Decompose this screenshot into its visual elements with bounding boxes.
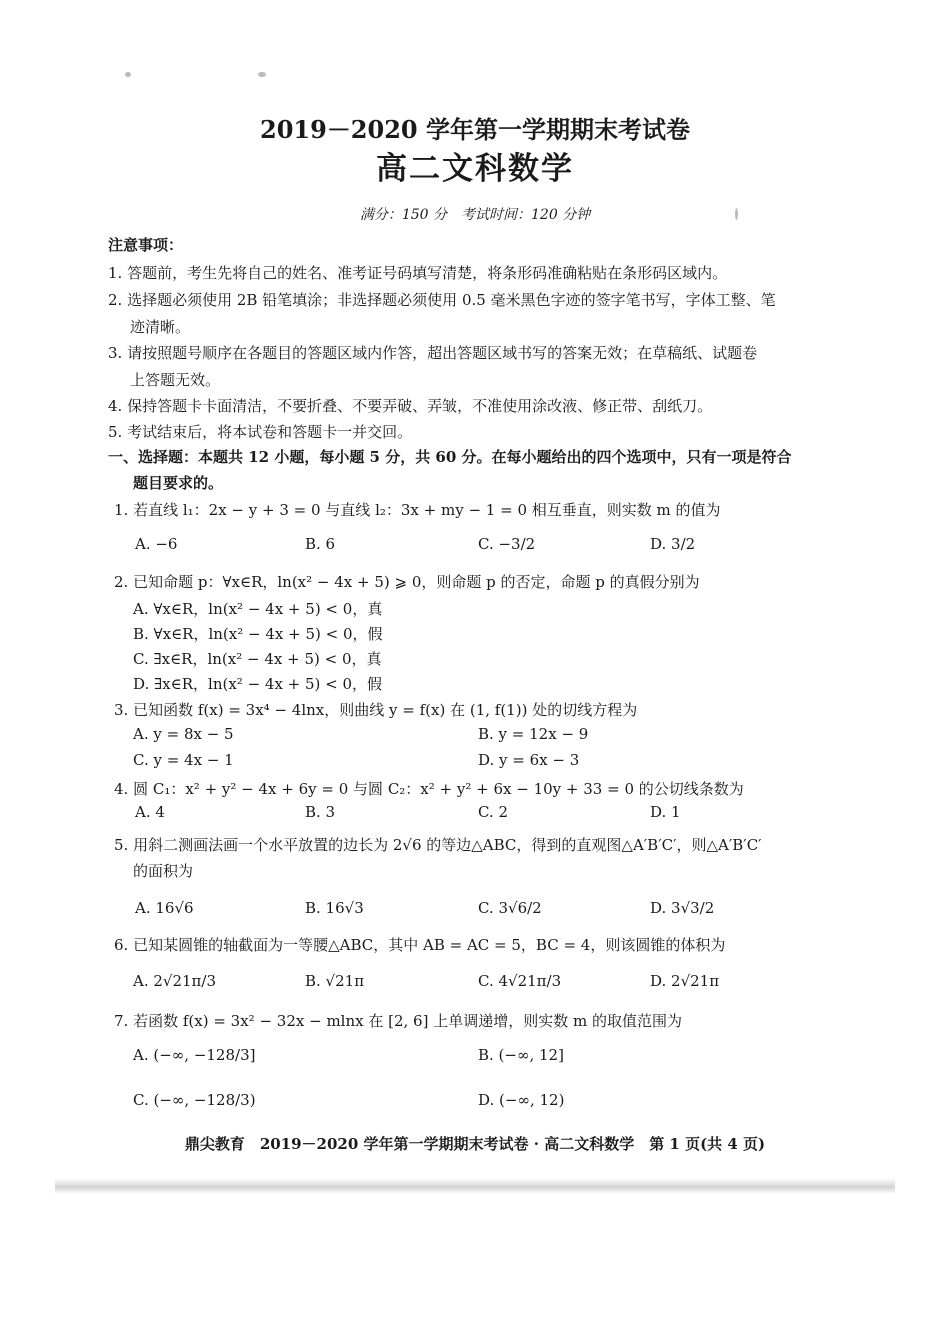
question-2-option-b: B. ∀x∈R，ln(x² − 4x + 5) < 0，假 bbox=[133, 625, 383, 643]
scan-speck bbox=[735, 208, 738, 220]
subject-title: 高二文科数学 bbox=[376, 151, 574, 187]
section-heading: 一、选择题：本题共 12 小题，每小题 5 分，共 60 分。在每小题给出的四个选项中，只有一项是符合 bbox=[108, 448, 792, 466]
scan-speck bbox=[125, 72, 131, 77]
question-3-option-d: D. y = 6x − 3 bbox=[478, 751, 580, 769]
scan-shadow bbox=[55, 1178, 895, 1194]
question-3-option-a: A. y = 8x − 5 bbox=[133, 725, 234, 743]
question-7-option-b: B. (−∞, 12] bbox=[478, 1046, 564, 1064]
exam-title: 2019－2020 学年第一学期期末考试卷 bbox=[260, 115, 690, 144]
notice-item-3: 3. 请按照题号顺序在各题目的答题区域内作答，超出答题区域书写的答案无效；在草稿纸、试题卷 bbox=[108, 344, 758, 362]
question-5-option-b: B. 16√3 bbox=[305, 899, 364, 917]
question-1-stem: 1. 若直线 l₁：2x − y + 3 = 0 与直线 l₂：3x + my − 1 = 0 相互垂直，则实数 m 的值为 bbox=[114, 501, 721, 519]
question-5-option-d: D. 3√3/2 bbox=[650, 899, 715, 917]
question-4-stem: 4. 圆 C₁：x² + y² − 4x + 6y = 0 与圆 C₂：x² + y² + 6x − 10y + 33 = 0 的公切线条数为 bbox=[114, 780, 744, 798]
question-6-option-d: D. 2√21π bbox=[650, 972, 720, 990]
question-1-option-c: C. −3/2 bbox=[478, 535, 536, 553]
question-4-option-d: D. 1 bbox=[650, 803, 681, 821]
notice-item-4: 4. 保持答题卡卡面清洁，不要折叠、不要弄破、弄皱，不准使用涂改液、修正带、刮纸刀。 bbox=[108, 397, 713, 415]
question-1-option-a: A. −6 bbox=[135, 535, 178, 553]
question-4-option-a: A. 4 bbox=[135, 803, 165, 821]
question-6-option-b: B. √21π bbox=[305, 972, 365, 990]
question-7-option-c: C. (−∞, −128/3) bbox=[133, 1091, 256, 1109]
question-7-option-a: A. (−∞, −128/3] bbox=[133, 1046, 256, 1064]
question-5-stem-cont: 的面积为 bbox=[133, 862, 194, 880]
question-5-option-a: A. 16√6 bbox=[135, 899, 194, 917]
question-5-stem: 5. 用斜二测画法画一个水平放置的边长为 2√6 的等边△ABC，得到的直观图△A′B′C′，则△A′B′C′ bbox=[114, 836, 762, 854]
question-6-stem: 6. 已知某圆锥的轴截面为一等腰△ABC，其中 AB = AC = 5，BC = 4，则该圆锥的体积为 bbox=[114, 936, 726, 954]
question-1-option-d: D. 3/2 bbox=[650, 535, 696, 553]
page-footer: 鼎尖教育 2019－2020 学年第一学期期末考试卷 · 高二文科数学 第 1 页(共 4 页) bbox=[184, 1135, 766, 1153]
notice-item-3-cont: 上答题无效。 bbox=[130, 371, 221, 389]
question-1-option-b: B. 6 bbox=[305, 535, 336, 553]
notice-item-2-cont: 迹清晰。 bbox=[130, 318, 191, 336]
question-2-option-d: D. ∃x∈R，ln(x² − 4x + 5) < 0，假 bbox=[133, 675, 383, 693]
question-7-option-d: D. (−∞, 12) bbox=[478, 1091, 565, 1109]
question-5-option-c: C. 3√6/2 bbox=[478, 899, 542, 917]
notice-item-5: 5. 考试结束后，将本试卷和答题卡一并交回。 bbox=[108, 423, 413, 441]
question-6-option-c: C. 4√21π/3 bbox=[478, 972, 562, 990]
question-3-stem: 3. 已知函数 f(x) = 3x⁴ − 4lnx，则曲线 y = f(x) 在 (1, f(1)) 处的切线方程为 bbox=[114, 701, 638, 719]
question-4-option-b: B. 3 bbox=[305, 803, 336, 821]
question-2-option-a: A. ∀x∈R，ln(x² − 4x + 5) < 0，真 bbox=[133, 600, 383, 618]
question-2-option-c: C. ∃x∈R，ln(x² − 4x + 5) < 0，真 bbox=[133, 650, 382, 668]
question-2-stem: 2. 已知命题 p：∀x∈R，ln(x² − 4x + 5) ⩾ 0，则命题 p 的否定，命题 p 的真假分别为 bbox=[114, 573, 700, 591]
notice-item-2: 2. 选择题必须使用 2B 铅笔填涂；非选择题必须使用 0.5 毫米黑色字迹的签字笔书写，字体工整、笔 bbox=[108, 291, 776, 309]
question-4-option-c: C. 2 bbox=[478, 803, 509, 821]
notice-item-1: 1. 答题前，考生先将自己的姓名、准考证号码填写清楚，将条形码准确粘贴在条形码区域内。 bbox=[108, 264, 728, 282]
scan-speck bbox=[258, 72, 266, 77]
question-6-option-a: A. 2√21π/3 bbox=[133, 972, 217, 990]
notice-heading: 注意事项： bbox=[108, 236, 184, 254]
exam-meta: 满分：150 分 考试时间：120 分钟 bbox=[359, 207, 591, 223]
question-7-stem: 7. 若函数 f(x) = 3x² − 32x − mlnx 在 [2, 6] 上单调递增，则实数 m 的取值范围为 bbox=[114, 1012, 682, 1030]
section-heading-cont: 题目要求的。 bbox=[133, 474, 224, 492]
question-3-option-b: B. y = 12x − 9 bbox=[478, 725, 589, 743]
question-3-option-c: C. y = 4x − 1 bbox=[133, 751, 234, 769]
